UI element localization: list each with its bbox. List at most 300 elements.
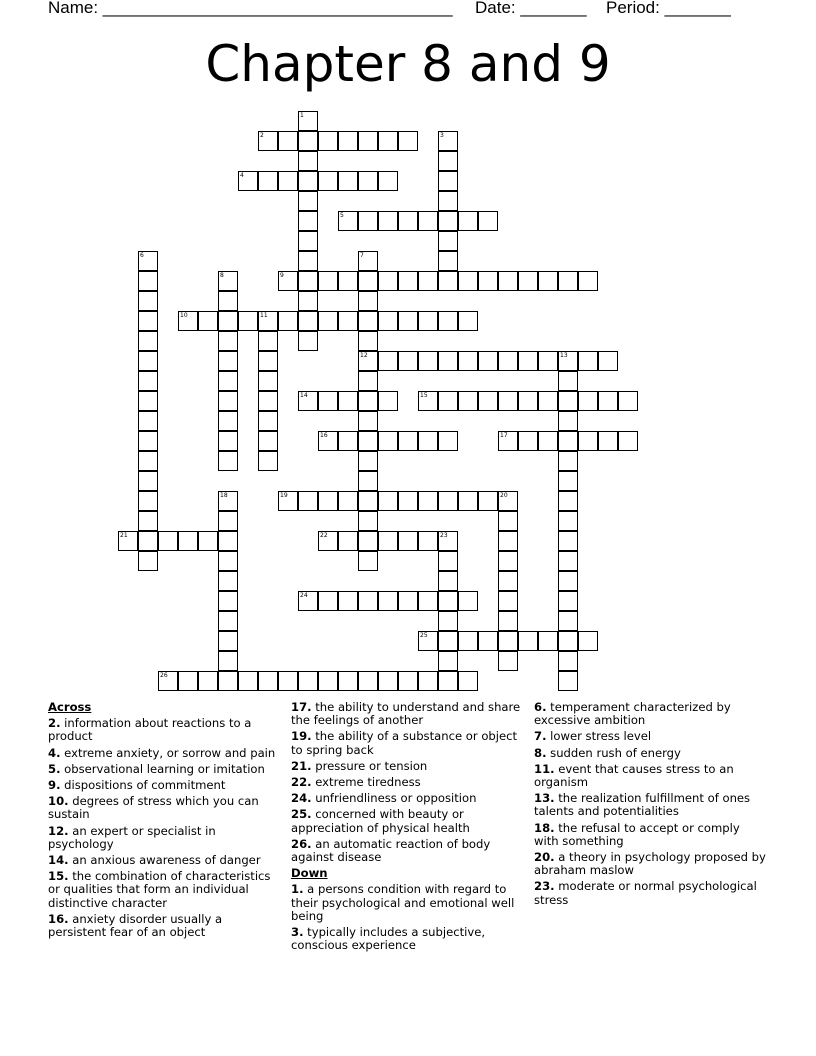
grid-cell[interactable] — [298, 191, 318, 211]
grid-cell[interactable] — [498, 611, 518, 631]
grid-cell[interactable] — [138, 511, 158, 531]
grid-cell[interactable] — [398, 431, 418, 451]
grid-cell[interactable] — [418, 351, 438, 371]
grid-cell[interactable] — [298, 271, 318, 291]
grid-cell[interactable] — [458, 391, 478, 411]
grid-cell[interactable] — [298, 131, 318, 151]
grid-cell[interactable] — [218, 451, 238, 471]
grid-cell[interactable] — [398, 531, 418, 551]
grid-cell[interactable] — [498, 591, 518, 611]
grid-cell[interactable] — [458, 211, 478, 231]
grid-cell[interactable] — [358, 451, 378, 471]
grid-cell[interactable] — [418, 431, 438, 451]
grid-cell[interactable] — [438, 251, 458, 271]
grid-cell[interactable] — [458, 271, 478, 291]
grid-cell[interactable] — [178, 671, 198, 691]
grid-cell[interactable] — [458, 671, 478, 691]
grid-cell[interactable] — [298, 251, 318, 271]
grid-cell[interactable] — [418, 591, 438, 611]
across-clue — [291, 776, 523, 789]
grid-cell[interactable] — [358, 471, 378, 491]
grid-cell[interactable] — [558, 591, 578, 611]
grid-cell[interactable] — [458, 631, 478, 651]
clue-number-label: 9 — [280, 272, 284, 279]
clue-text: an anxious awareness of danger — [68, 853, 261, 868]
grid-cell[interactable] — [398, 491, 418, 511]
grid-cell[interactable] — [558, 551, 578, 571]
grid-cell[interactable] — [498, 271, 518, 291]
grid-cell[interactable] — [338, 391, 358, 411]
grid-cell[interactable] — [558, 631, 578, 651]
grid-cell[interactable] — [418, 271, 438, 291]
grid-cell[interactable] — [378, 351, 398, 371]
clue-text: unfriendliness or opposition — [311, 791, 477, 806]
grid-cell[interactable] — [458, 351, 478, 371]
clue-number-label: 3 — [440, 132, 444, 139]
grid-cell[interactable] — [138, 531, 158, 551]
clue-text: temperament characterized by excessive ambition — [534, 700, 731, 728]
across-clue — [48, 763, 280, 776]
clue-number: 12. — [48, 823, 69, 838]
grid-cell[interactable] — [358, 491, 378, 511]
down-clue — [534, 822, 766, 848]
grid-cell[interactable] — [578, 431, 598, 451]
grid-cell[interactable] — [298, 211, 318, 231]
grid-cell[interactable] — [218, 371, 238, 391]
grid-cell[interactable] — [538, 631, 558, 651]
grid-cell[interactable] — [318, 311, 338, 331]
grid-cell[interactable] — [598, 391, 618, 411]
clue-number: 9. — [48, 778, 61, 793]
clue-text: degrees of stress which you can sustain — [48, 794, 259, 822]
clue-number-label: 16 — [320, 432, 328, 439]
clue-number-label: 10 — [180, 312, 188, 319]
grid-cell[interactable] — [358, 211, 378, 231]
grid-cell[interactable] — [258, 411, 278, 431]
grid-cell[interactable] — [258, 351, 278, 371]
clue-number-label: 8 — [220, 272, 224, 279]
grid-cell[interactable] — [478, 271, 498, 291]
grid-cell[interactable] — [278, 131, 298, 151]
clue-number: 6. — [534, 700, 547, 714]
grid-cell[interactable] — [558, 571, 578, 591]
grid-cell[interactable] — [558, 611, 578, 631]
grid-cell[interactable] — [598, 351, 618, 371]
grid-cell[interactable] — [218, 591, 238, 611]
clues-column-1 — [48, 701, 280, 942]
grid-cell[interactable] — [318, 591, 338, 611]
grid-cell[interactable] — [358, 551, 378, 571]
clue-text: moderate or normal psychological stress — [534, 879, 757, 907]
across-clue — [291, 760, 523, 773]
down-clue — [291, 883, 523, 923]
clue-text: an automatic reaction of body against disease — [291, 836, 491, 865]
clue-number: 16. — [48, 911, 69, 926]
grid-cell[interactable] — [438, 271, 458, 291]
clue-number-label: 18 — [220, 492, 228, 499]
grid-cell[interactable] — [418, 311, 438, 331]
clue-text: the realization fulfillment of ones talents and potentialities — [534, 791, 751, 819]
grid-cell[interactable] — [198, 311, 218, 331]
grid-cell[interactable] — [398, 211, 418, 231]
grid-cell[interactable] — [578, 351, 598, 371]
grid-cell[interactable] — [498, 571, 518, 591]
grid-cell[interactable] — [218, 511, 238, 531]
grid-cell[interactable] — [558, 411, 578, 431]
grid-cell[interactable] — [138, 451, 158, 471]
grid-cell[interactable] — [438, 671, 458, 691]
grid-cell[interactable] — [518, 271, 538, 291]
grid-cell[interactable] — [218, 611, 238, 631]
clue-text: anxiety disorder usually a persistent fear of an object — [48, 911, 223, 940]
grid-cell[interactable] — [438, 231, 458, 251]
grid-cell[interactable] — [398, 311, 418, 331]
grid-cell[interactable] — [218, 671, 238, 691]
grid-cell[interactable] — [498, 631, 518, 651]
clue-text: dispositions of commitment — [60, 778, 226, 793]
grid-cell[interactable] — [138, 491, 158, 511]
grid-cell[interactable] — [618, 391, 638, 411]
grid-cell[interactable] — [318, 171, 338, 191]
grid-cell[interactable] — [138, 351, 158, 371]
grid-cell[interactable] — [398, 131, 418, 151]
grid-cell[interactable] — [218, 331, 238, 351]
grid-cell[interactable] — [558, 651, 578, 671]
grid-cell[interactable] — [258, 331, 278, 351]
grid-cell[interactable] — [278, 671, 298, 691]
grid-cell[interactable] — [278, 311, 298, 331]
across-clue — [48, 913, 280, 939]
across-clue — [291, 808, 523, 834]
grid-cell[interactable] — [578, 631, 598, 651]
period-field[interactable]: Period: _______ — [606, 0, 731, 17]
grid-cell[interactable] — [298, 311, 318, 331]
clue-number: 13. — [534, 791, 555, 806]
grid-cell[interactable] — [138, 311, 158, 331]
clue-text: the combination of characteristics or qualities that form an individual distinctive character — [48, 869, 271, 910]
clue-text: pressure or tension — [311, 758, 428, 773]
grid-cell[interactable] — [538, 351, 558, 371]
clue-number: 15. — [48, 869, 69, 884]
grid-cell[interactable] — [298, 491, 318, 511]
grid-cell[interactable] — [318, 391, 338, 411]
grid-cell[interactable] — [198, 531, 218, 551]
grid-cell[interactable] — [378, 591, 398, 611]
grid-cell[interactable] — [438, 631, 458, 651]
grid-cell[interactable] — [338, 591, 358, 611]
grid-cell[interactable] — [218, 431, 238, 451]
grid-cell[interactable] — [318, 671, 338, 691]
clue-number-label: 14 — [300, 392, 308, 399]
clue-number-label: 21 — [120, 532, 128, 539]
grid-cell[interactable] — [478, 391, 498, 411]
clue-number-label: 20 — [500, 492, 508, 499]
grid-cell[interactable] — [378, 491, 398, 511]
grid-cell[interactable] — [438, 611, 458, 631]
grid-cell[interactable] — [218, 571, 238, 591]
grid-cell[interactable] — [558, 371, 578, 391]
clue-text: sudden rush of energy — [546, 745, 681, 760]
grid-cell[interactable] — [258, 431, 278, 451]
grid-cell[interactable] — [498, 511, 518, 531]
grid-cell[interactable] — [458, 311, 478, 331]
grid-cell[interactable] — [518, 631, 538, 651]
grid-cell[interactable] — [378, 531, 398, 551]
grid-cell[interactable] — [498, 391, 518, 411]
grid-cell[interactable] — [198, 671, 218, 691]
down-clue — [534, 880, 766, 906]
grid-cell[interactable] — [538, 431, 558, 451]
grid-cell[interactable] — [558, 451, 578, 471]
grid-cell[interactable] — [238, 671, 258, 691]
grid-cell[interactable] — [218, 651, 238, 671]
grid-cell[interactable] — [498, 651, 518, 671]
grid-cell[interactable] — [298, 171, 318, 191]
clue-number: 5. — [48, 761, 61, 776]
grid-cell[interactable] — [358, 591, 378, 611]
grid-cell[interactable] — [218, 531, 238, 551]
grid-cell[interactable] — [418, 491, 438, 511]
grid-cell[interactable] — [578, 271, 598, 291]
grid-cell[interactable] — [558, 531, 578, 551]
grid-cell[interactable] — [558, 671, 578, 691]
grid-cell[interactable] — [138, 331, 158, 351]
clue-number-label: 11 — [260, 312, 268, 319]
grid-cell[interactable] — [298, 151, 318, 171]
grid-cell[interactable] — [618, 431, 638, 451]
clue-text: a theory in psychology proposed by abraham maslow — [534, 850, 766, 878]
clue-number: 20. — [534, 850, 555, 865]
grid-cell[interactable] — [538, 271, 558, 291]
grid-cell[interactable] — [378, 211, 398, 231]
grid-cell[interactable] — [218, 551, 238, 571]
grid-cell[interactable] — [338, 491, 358, 511]
grid-cell[interactable] — [418, 671, 438, 691]
grid-cell[interactable] — [378, 171, 398, 191]
grid-cell[interactable] — [138, 411, 158, 431]
grid-cell[interactable] — [478, 351, 498, 371]
grid-cell[interactable] — [318, 271, 338, 291]
grid-cell[interactable] — [378, 131, 398, 151]
clue-number: 8. — [534, 745, 547, 760]
clue-text: information about reactions to a product — [48, 716, 252, 744]
grid-cell[interactable] — [358, 331, 378, 351]
name-field[interactable]: Name: _____________________________________ — [48, 0, 453, 17]
clue-number-label: 7 — [360, 252, 364, 259]
clue-number-label: 23 — [440, 532, 448, 539]
grid-cell[interactable] — [358, 271, 378, 291]
grid-cell[interactable] — [558, 511, 578, 531]
grid-cell[interactable] — [218, 351, 238, 371]
grid-cell[interactable] — [218, 411, 238, 431]
grid-cell[interactable] — [458, 591, 478, 611]
grid-cell[interactable] — [438, 191, 458, 211]
grid-cell[interactable] — [418, 531, 438, 551]
clue-number: 14. — [48, 853, 69, 868]
clue-number: 21. — [291, 758, 312, 773]
grid-cell[interactable] — [518, 391, 538, 411]
clue-number: 4. — [48, 745, 61, 760]
grid-cell[interactable] — [558, 391, 578, 411]
down-clue — [291, 926, 523, 952]
grid-cell[interactable] — [318, 491, 338, 511]
grid-cell[interactable] — [438, 211, 458, 231]
grid-cell[interactable] — [358, 171, 378, 191]
date-field[interactable]: Date: _______ — [475, 0, 587, 17]
clue-number: 24. — [291, 791, 312, 806]
grid-cell[interactable] — [138, 471, 158, 491]
grid-cell[interactable] — [298, 291, 318, 311]
grid-cell[interactable] — [438, 311, 458, 331]
grid-cell[interactable] — [498, 531, 518, 551]
grid-cell[interactable] — [338, 671, 358, 691]
clue-text: extreme tiredness — [311, 775, 421, 790]
clue-number-label: 15 — [420, 392, 428, 399]
grid-cell[interactable] — [378, 271, 398, 291]
grid-cell[interactable] — [498, 551, 518, 571]
clue-number: 17. — [291, 700, 312, 714]
clue-number-label: 26 — [160, 672, 168, 679]
grid-cell[interactable] — [358, 511, 378, 531]
across-clue — [48, 825, 280, 851]
down-heading: Down — [291, 866, 328, 881]
grid-cell[interactable] — [358, 431, 378, 451]
grid-cell[interactable] — [558, 431, 578, 451]
clue-number: 26. — [291, 836, 312, 851]
across-clue — [291, 838, 523, 864]
grid-cell[interactable] — [398, 351, 418, 371]
grid-cell[interactable] — [258, 671, 278, 691]
down-clue — [534, 701, 766, 727]
grid-cell[interactable] — [178, 531, 198, 551]
grid-cell[interactable] — [438, 591, 458, 611]
grid-cell[interactable] — [438, 391, 458, 411]
clue-number: 22. — [291, 775, 312, 790]
grid-cell[interactable] — [138, 291, 158, 311]
grid-cell[interactable] — [138, 391, 158, 411]
clue-text: the ability of a substance or object to spring back — [291, 729, 518, 757]
grid-cell[interactable] — [218, 291, 238, 311]
grid-cell[interactable] — [318, 131, 338, 151]
grid-cell[interactable] — [578, 391, 598, 411]
clue-text: an expert or specialist in psychology — [48, 823, 216, 851]
grid-cell[interactable] — [358, 391, 378, 411]
grid-cell[interactable] — [358, 131, 378, 151]
grid-cell[interactable] — [438, 431, 458, 451]
clue-number-label: 6 — [140, 252, 144, 259]
grid-cell[interactable] — [418, 211, 438, 231]
grid-cell[interactable] — [438, 351, 458, 371]
grid-cell[interactable] — [138, 271, 158, 291]
grid-cell[interactable] — [438, 551, 458, 571]
clue-number: 18. — [534, 820, 555, 835]
grid-cell[interactable] — [378, 311, 398, 331]
clue-number-label: 5 — [340, 212, 344, 219]
clue-number: 11. — [534, 761, 555, 776]
grid-cell[interactable] — [478, 491, 498, 511]
grid-cell[interactable] — [338, 171, 358, 191]
down-clue — [534, 851, 766, 877]
clue-number: 19. — [291, 729, 312, 744]
clue-number: 3. — [291, 925, 304, 940]
grid-cell[interactable] — [338, 311, 358, 331]
grid-cell[interactable] — [358, 671, 378, 691]
clue-text: observational learning or imitation — [60, 761, 265, 776]
grid-cell[interactable] — [378, 671, 398, 691]
page-title: Chapter 8 and 9 — [205, 35, 611, 93]
grid-cell[interactable] — [358, 291, 378, 311]
grid-cell[interactable] — [278, 171, 298, 191]
grid-cell[interactable] — [518, 351, 538, 371]
grid-cell[interactable] — [558, 271, 578, 291]
grid-cell[interactable] — [138, 431, 158, 451]
grid-cell[interactable] — [438, 651, 458, 671]
grid-cell[interactable] — [518, 431, 538, 451]
grid-cell[interactable] — [538, 391, 558, 411]
grid-cell[interactable] — [438, 571, 458, 591]
clue-number: 2. — [48, 716, 61, 731]
grid-cell[interactable] — [378, 391, 398, 411]
clue-text: the refusal to accept or comply with something — [534, 820, 740, 848]
across-heading: Across — [48, 700, 92, 714]
grid-cell[interactable] — [138, 371, 158, 391]
grid-cell[interactable] — [358, 311, 378, 331]
grid-cell[interactable] — [438, 491, 458, 511]
grid-cell[interactable] — [338, 271, 358, 291]
grid-cell[interactable] — [258, 391, 278, 411]
grid-cell[interactable] — [438, 171, 458, 191]
grid-cell[interactable] — [218, 311, 238, 331]
grid-cell[interactable] — [358, 531, 378, 551]
grid-cell[interactable] — [558, 471, 578, 491]
grid-cell[interactable] — [298, 331, 318, 351]
grid-cell[interactable] — [158, 531, 178, 551]
grid-cell[interactable] — [478, 211, 498, 231]
grid-cell[interactable] — [258, 171, 278, 191]
grid-cell[interactable] — [398, 671, 418, 691]
grid-cell[interactable] — [218, 391, 238, 411]
across-clue — [48, 870, 280, 910]
grid-cell[interactable] — [258, 451, 278, 471]
grid-cell[interactable] — [298, 231, 318, 251]
grid-cell[interactable] — [258, 371, 278, 391]
grid-cell[interactable] — [338, 131, 358, 151]
grid-cell[interactable] — [398, 591, 418, 611]
grid-cell[interactable] — [598, 431, 618, 451]
down-clue — [534, 730, 766, 743]
grid-cell[interactable] — [358, 371, 378, 391]
grid-cell[interactable] — [458, 491, 478, 511]
grid-cell[interactable] — [378, 431, 398, 451]
grid-cell[interactable] — [438, 151, 458, 171]
grid-cell[interactable] — [478, 631, 498, 651]
clue-number: 10. — [48, 794, 69, 809]
across-clue — [48, 854, 280, 867]
grid-cell[interactable] — [238, 311, 258, 331]
grid-cell[interactable] — [558, 491, 578, 511]
clue-number: 1. — [291, 882, 304, 897]
grid-cell[interactable] — [298, 671, 318, 691]
grid-cell[interactable] — [338, 531, 358, 551]
grid-cell[interactable] — [338, 431, 358, 451]
clues-column-3 — [534, 701, 766, 910]
grid-cell[interactable] — [218, 631, 238, 651]
grid-cell[interactable] — [398, 271, 418, 291]
grid-cell[interactable] — [498, 351, 518, 371]
grid-cell[interactable] — [358, 411, 378, 431]
grid-cell[interactable] — [138, 551, 158, 571]
clue-number-label: 12 — [360, 352, 368, 359]
